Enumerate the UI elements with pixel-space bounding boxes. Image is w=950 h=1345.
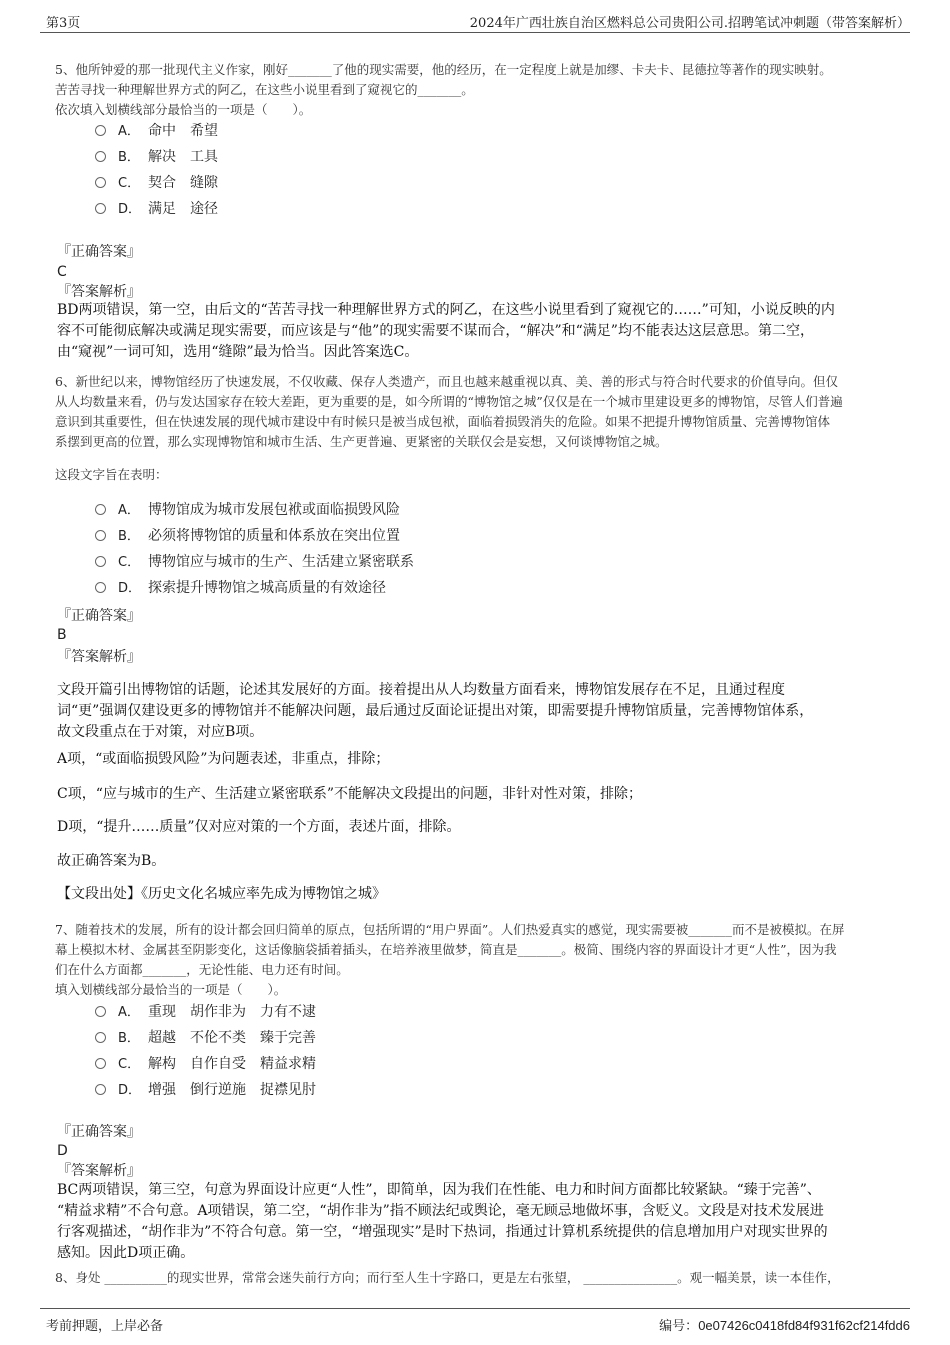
analysis-label: 『答案解析』 [57, 1163, 141, 1179]
analysis-item-a: A项，“或面临损毁风险”为问题表述，非重点，排除； [57, 751, 390, 767]
radio-icon[interactable] [95, 1006, 106, 1017]
radio-icon[interactable] [95, 582, 106, 593]
radio-icon[interactable] [95, 504, 106, 515]
radio-icon[interactable] [95, 1084, 106, 1095]
page-number: 第3页 [46, 16, 81, 31]
option-c[interactable]: C． 博物馆应与城市的生产、生活建立紧密联系 [95, 551, 414, 573]
question-prompt: 这段文字旨在表明： [55, 467, 168, 482]
analysis-conclusion: 故正确答案为B。 [57, 853, 166, 869]
radio-icon[interactable] [95, 556, 106, 567]
option-a[interactable]: A． 命中 希望 [95, 120, 218, 142]
question-7-stem: 7、随着技术的发展，所有的设计都会回归简单的原点，包括所谓的“用户界面”。人们热爱真实的感觉，现实需要被_______而不是被模拟。在屏 幕上模拟木材、金属甚至阴影变化，这话像脑袋插着插头，在培养液里做梦，简直是_______。极简、围绕内容的界面设计才更“人性”，因为我 们在什么方面都_______，无论性能、电力还有时间。 填入划横线部分最恰当的一项是（ ）。 [55, 920, 905, 1000]
question-8-stem: 8、身处 __________的现实世界，常常会迷失前行方向；而行至人生十字路口，更是左右张望， _______________。观一幅美景，读一本佳作， [55, 1270, 840, 1285]
option-d[interactable]: D． 增强 倒行逆施 捉襟见肘 [95, 1079, 316, 1101]
page-footer [40, 1308, 910, 1339]
analysis-item-c: C项，“应与城市的生产、生活建立紧密联系”不能解决文段提出的问题，非针对性对策，排除； [57, 786, 643, 802]
footer-slogan: 考前押题，上岸必备 [46, 1319, 164, 1334]
correct-answer-value: C [57, 264, 67, 280]
radio-icon[interactable] [95, 203, 106, 214]
option-a[interactable]: A． 重现 胡作非为 力有不逮 [95, 1001, 316, 1023]
radio-icon[interactable] [95, 530, 106, 541]
question-6-stem: 6、新世纪以来，博物馆经历了快速发展，不仅收藏、保存人类遗产，而且也越来越重视以真、美、善的形式与符合时代要求的价值导向。但仅 从人均数量来看，仍与发达国家存在较大差距，更为重要的是，如今所谓的“博物馆之城”仅仅是在一个城市里建设更多的博物馆，尽管人们普遍 意识到其重要性，但在快速发展的现代城市建设中有时候只是被当成包袱，面临着损毁消失的危险。如果不把提升博物馆质量、完善博物馆体 系摆到更高的位置，那么实现博物馆和城市生活、生产更普遍、更紧密的关联仅会是妄想，又何谈博物馆之城。 [55, 374, 843, 449]
text-source: 【文段出处】《历史文化名城应率先成为博物馆之城》 [57, 886, 386, 902]
option-a[interactable]: A． 博物馆成为城市发展包袱或面临损毁风险 [95, 499, 400, 521]
document-title: 2024年广西壮族自治区燃料总公司贵阳公司.招聘笔试冲刺题（带答案解析） [469, 16, 910, 31]
radio-icon[interactable] [95, 177, 106, 188]
analysis-label: 『答案解析』 [57, 284, 141, 300]
option-d[interactable]: D． 探索提升博物馆之城高质量的有效途径 [95, 577, 386, 599]
option-d[interactable]: D． 满足 途径 [95, 198, 218, 220]
correct-answer-label: 『正确答案』 [57, 1124, 141, 1140]
question-text: 苦苦寻找一种理解世界方式的阿乙，在这些小说里看到了窥视它的_______。 [55, 82, 474, 97]
question-text: 5、他所钟爱的那一批现代主义作家，刚好_______了他的现实需要，他的经历，在一定程度上就是加缪、卡夫卡、昆德拉等著作的现实映射。 [55, 62, 832, 77]
radio-icon[interactable] [95, 125, 106, 136]
analysis-item-d: D项，“提升……质量”仅对应对策的一个方面，表述片面，排除。 [57, 819, 461, 835]
correct-answer-value: B [57, 627, 67, 643]
option-c[interactable]: C． 解构 自作自受 精益求精 [95, 1053, 316, 1075]
option-b[interactable]: B． 解决 工具 [95, 146, 218, 168]
correct-answer-value: D [57, 1143, 68, 1159]
analysis-text: BC两项错误，第三空，句意为界面设计应更“人性”，即简单，因为我们在性能、电力和时间方面都比较紧缺。“臻于完善”、 “精益求精”不合句意。A项错误，第二空，“胡作非为”指不顾法纪或舆论，毫无顾忌地做坏事，含贬义。文段是对技术发展进 行客观描述，“胡作非为”不符合句意。第一空，“增强现实”是时下热词，指通过计算机系统提供的信息增加用户对现实世界的 感知。因此D项正确。 [57, 1182, 828, 1261]
page-header [40, 10, 910, 33]
option-b[interactable]: B． 超越 不伦不类 臻于完善 [95, 1027, 316, 1049]
question-5-stem [55, 60, 905, 120]
document-id: 编号：0e07426c0418fd84f931f62cf214fdd6 [659, 1318, 910, 1334]
correct-answer-label: 『正确答案』 [57, 608, 141, 624]
radio-icon[interactable] [95, 151, 106, 162]
question-prompt: 依次填入划横线部分最恰当的一项是（ ）。 [55, 102, 312, 117]
radio-icon[interactable] [95, 1058, 106, 1069]
analysis-text: BD两项错误，第一空，由后文的“苦苦寻找一种理解世界方式的阿乙，在这些小说里看到了窥视它的……”可知，小说反映的内 容不可能彻底解决或满足现实需要，而应该是与“他”的现实需要不谋而合，“解决”和“满足”均不能表达这层意思。第二空， 由“窥视”一词可知，选用“缝隙”最为恰当。因此答案选C。 [57, 302, 835, 360]
option-b[interactable]: B． 必须将博物馆的质量和体系放在突出位置 [95, 525, 400, 547]
analysis-label: 『答案解析』 [57, 649, 141, 665]
option-c[interactable]: C． 契合 缝隙 [95, 172, 218, 194]
correct-answer-label: 『正确答案』 [57, 244, 141, 260]
question-prompt: 填入划横线部分最恰当的一项是（ ）。 [55, 982, 287, 997]
analysis-text: 文段开篇引出博物馆的话题，论述其发展好的方面。接着提出从人均数量方面看来，博物馆发展存在不足，且通过程度 词“更”强调仅建设更多的博物馆并不能解决问题，最后通过反面论证提出对策，即需要提升博物馆质量，完善博物馆体系， 故文段重点在于对策，对应B项。 [57, 682, 814, 740]
radio-icon[interactable] [95, 1032, 106, 1043]
